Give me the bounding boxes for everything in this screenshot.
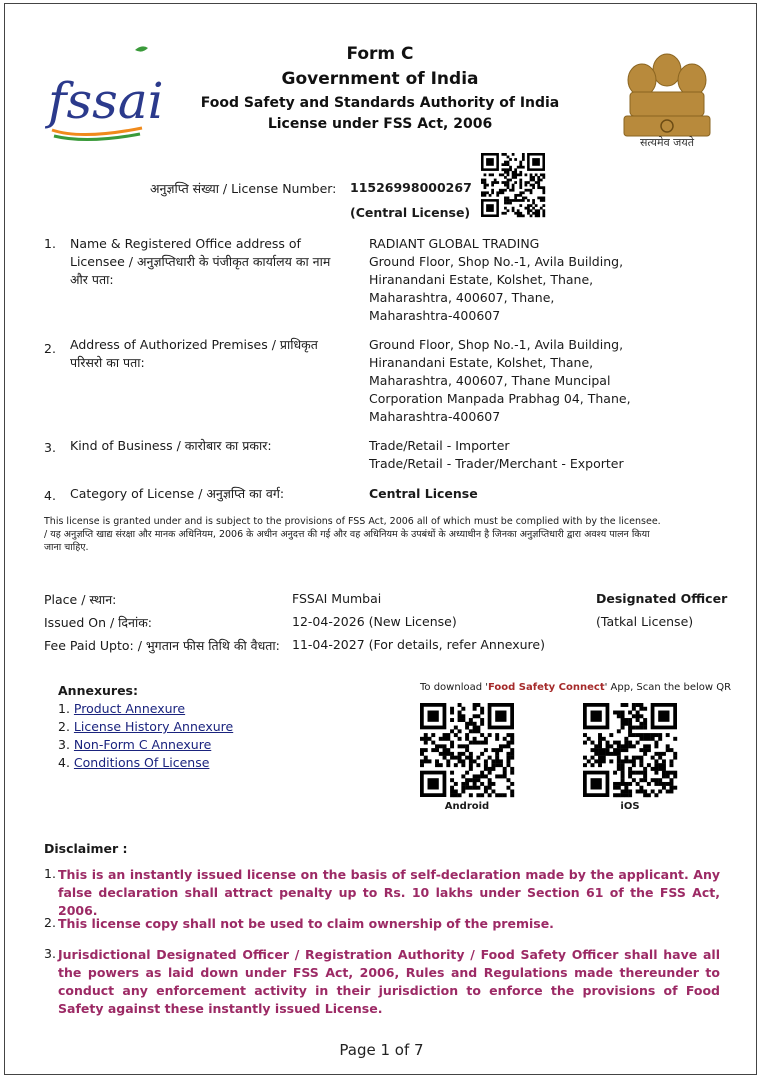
item-value-business — [369, 437, 689, 473]
fee-value: 11-04-2027 (For details, refer Annexure) — [292, 637, 545, 652]
government-title: Government of India — [281, 69, 479, 89]
ios-caption: iOS — [620, 801, 640, 812]
disclaimer-text: This is an instantly issued license on the basis of self-declaration made by the applicant. Any false declaration shall attract penalty up to Rs. 10 lakhs under Section 61 of the FSS Act, 2006. — [58, 867, 720, 918]
page-number: Page 1 of 7 — [339, 1041, 424, 1059]
disclaimer-text: Jurisdictional Designated Officer / Registration Authority / Food Safety Officer shall have all the powers as laid down under FSS Act, 2006, Rules and Regulations made thereunder to conduct any enforcement activity in their jurisdiction to enforce the provisions of Food Safety against these instantly issued License. — [58, 947, 720, 1016]
item-value-premises — [369, 336, 689, 426]
value-line: Ground Floor, Shop No.-1, Avila Building, — [369, 337, 624, 352]
item-number: 4. — [44, 488, 56, 503]
value-line: Trade/Retail - Trader/Merchant - Exporter — [369, 456, 624, 471]
value-line: Ground Floor, Shop No.-1, Avila Building, — [369, 254, 624, 269]
item-label-premises: Address of Authorized Premises / प्राधिकृत परिसरो का पता: — [70, 337, 318, 370]
designated-officer: Designated Officer — [596, 591, 728, 606]
fssai-logo — [42, 40, 164, 150]
download-suffix: ' App, Scan the below QR — [604, 682, 732, 693]
annexure-number: 4. — [58, 755, 70, 770]
item-label-licensee: Name & Registered Office address of Licensee / अनुज्ञप्तिधारी के पंजीकृत कार्यालय का नाम और पता: — [70, 236, 331, 287]
issued-value: 12-04-2026 (New License) — [292, 614, 457, 629]
place-value: FSSAI Mumbai — [292, 591, 382, 606]
android-caption: Android — [444, 801, 490, 812]
disclaimer-number: 2. — [44, 915, 56, 930]
disclaimer-number: 3. — [44, 946, 56, 961]
download-note — [420, 682, 731, 693]
disclaimer-number: 1. — [44, 866, 56, 881]
issued-label: Issued On / दिनांक: — [44, 615, 153, 630]
value-line: Central License — [369, 486, 478, 501]
value-line: RADIANT GLOBAL TRADING — [369, 236, 540, 251]
item-label-category: Category of License / अनुज्ञप्ति का वर्ग: — [70, 486, 285, 501]
license-history-annexure-link[interactable]: License History Annexure — [73, 719, 234, 734]
emblem-motto: सत्यमेव जयते — [639, 136, 694, 149]
item-label-business: Kind of Business / कारोबार का प्रकार: — [70, 438, 272, 453]
license-number-label: अनुज्ञप्ति संख्या / License Number: — [150, 181, 337, 196]
place-label: Place / स्थान: — [44, 592, 117, 607]
act-title: License under FSS Act, 2006 — [267, 116, 493, 132]
value-line: Corporation Manpada Prabhag 04, Thane, — [369, 391, 631, 406]
non-form-c-annexure-link[interactable]: Non-Form C Annexure — [73, 737, 212, 752]
officer-note: (Tatkal License) — [596, 614, 694, 629]
conditions-of-license-link[interactable]: Conditions Of License — [73, 755, 210, 770]
annexure-item — [58, 755, 209, 770]
disclaimer-title: Disclaimer : — [44, 841, 128, 856]
item-value-licensee — [369, 235, 689, 325]
license-number: 11526998000267 — [350, 180, 472, 195]
annexures-title: Annexures: — [58, 683, 138, 698]
value-line: Hiranandani Estate, Kolshet, Thane, — [369, 272, 594, 287]
download-prefix: To download ' — [420, 682, 488, 693]
fssai-logo-text: fssai — [48, 72, 164, 130]
item-number: 2. — [44, 341, 56, 356]
value-line: Hiranandani Estate, Kolshet, Thane, — [369, 355, 594, 370]
fee-label: Fee Paid Upto: / भुगतान फीस तिथि की वैधता: — [44, 638, 280, 653]
license-note: This license is granted under and is subject to the provisions of FSS Act, 2006 all of which must be complied with by the licensee. / यह अनुज्ञप्ति खाद्य संरक्षा और मानक अधिनियम, 2006 के अधीन अनुदत्त की गई और वह अधिनियम के उपबंधों के अध्याधीन है जिनका अनुज्ञप्तिधारी द्वारा अवश्य पालन किया जाना चाहिए. — [44, 516, 661, 553]
ios-qr-code[interactable] — [583, 703, 677, 797]
item-number: 3. — [44, 440, 56, 455]
download-app-name: Food Safety Connect — [488, 682, 605, 693]
authority-title: Food Safety and Standards Authority of India — [200, 95, 560, 111]
annexure-number: 3. — [58, 737, 70, 752]
disclaimer-text: This license copy shall not be used to claim ownership of the premise. — [58, 916, 554, 931]
item-value-category — [369, 485, 689, 503]
android-qr-code[interactable] — [420, 703, 514, 797]
item-number: 1. — [44, 236, 56, 251]
value-line: Maharashtra-400607 — [369, 308, 501, 323]
license-qr-code[interactable] — [481, 153, 545, 217]
annexure-item — [58, 737, 211, 752]
annexure-number: 2. — [58, 719, 70, 734]
value-line: Maharashtra, 400607, Thane Muncipal — [369, 373, 611, 388]
annexure-item — [58, 719, 233, 734]
license-type: (Central License) — [350, 205, 471, 220]
value-line: Trade/Retail - Importer — [369, 438, 510, 453]
form-title: Form C — [346, 44, 414, 64]
annexure-item — [58, 701, 185, 716]
product-annexure-link[interactable]: Product Annexure — [73, 701, 186, 716]
annexure-number: 1. — [58, 701, 70, 716]
value-line: Maharashtra-400607 — [369, 409, 501, 424]
value-line: Maharashtra, 400607, Thane, — [369, 290, 555, 305]
